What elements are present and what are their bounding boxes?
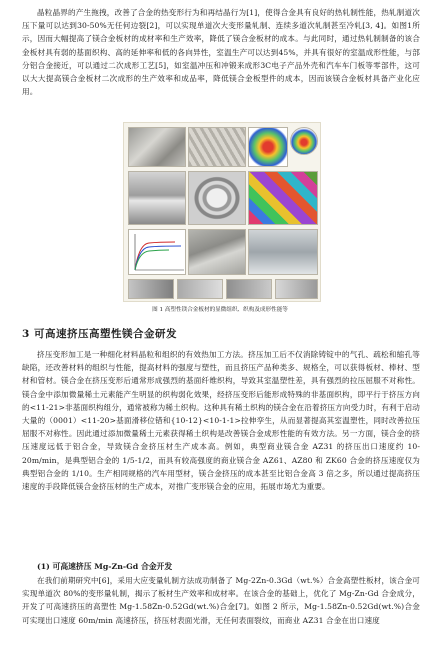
section-heading: 3 可高速挤压高塑性镁合金研发 (22, 328, 177, 340)
texture-pole-figure-small (290, 127, 318, 155)
product-photo-4 (275, 279, 318, 299)
rolled-sheet-photo (128, 171, 186, 225)
stamped-component-photo (248, 229, 318, 275)
subsection-paragraph: 在我们前期研究中[6]，采用大应变量轧制方法成功制备了 Mg-2Zn-0.3Gd（wt.%）合金高塑性板材，该合金可实现单道次 80%的变形量轧制，揭示了板材生产效率和成材率。在该合金的基础上，优化了 Mg-Zn-Gd 合金成分，开发了可高速挤压的高塑性 Mg-1.58Zn-0.52Gd(wt.%)合金[7]。如图 2 所示，Mg-1.58Zn-0.52Gd(wt.%)合金可实现出口速度 60m/min 高速挤压，挤压材表面光滑，无任何表面裂纹，而商业 AZ31 合金在出口速度 (22, 576, 420, 625)
subsection-heading: (1) 可高速挤压 Mg-Zn-Gd 合金开发 (37, 562, 173, 571)
stress-strain-plot (128, 229, 186, 275)
figure-caption: 图 1 高塑性镁合金板材的显微组织、织构及成形性能等 (152, 307, 288, 313)
stress-strain-curves (129, 230, 186, 275)
figure-1 (123, 122, 321, 302)
intro-paragraph: 晶粒晶界的产生拖拽，改善了合金的热变形行为和再结晶行为[1]，使得合金具有良好的热轧制性能，热轧制道次压下量可以达到30-50%无任何边裂[2]，可以实现单道次大变形量轧制、连续多道次轧制甚至冷轧[3, 4]。如图1所示，因而大幅提高了镁合金板材的成材率和生产效率，降低了镁合金板材的成本。与此同时，通过热轧制制备的该合金板材具有弱的基面织构、高的延伸率和低的各向异性，室温生产可以达到45%，并具有很好的室温成形性能，与部分铝合金接近，可以通过二次成形工艺[5]，如室温冲压和冲锻来成形3C电子产品外壳和汽车车门板等零部件，这可以大大提高镁合金板材二次成形的生产效率和成品率，降低镁合金板型件的成本，因而该镁合金板材具备产业化应用。 (22, 8, 420, 97)
microstructure-micrograph (128, 127, 186, 167)
ebsd-map (248, 171, 318, 225)
product-photo-3 (226, 279, 272, 299)
product-photo-1 (128, 279, 174, 299)
formed-parts-photo (188, 229, 246, 275)
texture-pole-figure (248, 127, 288, 167)
coil-photo (188, 171, 246, 225)
grain-micrograph (188, 127, 246, 167)
section-paragraph: 挤压变形加工是一种细化材料晶粒和组织的有效热加工方法。挤压加工后不仅消除铸锭中的气孔、疏松和缩孔等缺陷，还改善材料的组织与性能，提高材料的强度与塑性，而且挤压产品种类多、规格全，可以获得板材、棒材、型材和管材。镁合金在挤压变形后通常形成强烈的基面纤维织构，导致其室温塑性差，具有强烈的拉压屈服不对称性。镁合金中添加微量稀土元素能产生明显的织构弱化效果，经挤压变形后能形成特殊的非基面织构，即平行于挤压方向的<11-21>非基面织构组分，通常被称为稀土织构。这种具有稀土织构的镁合金在沿着挤压方向受力时，有利于启动大量的（0001）<11-20>基面滑移位错和{10-12}<10-1-1>拉伸孪生，从而显著提高其室温塑性，同时改善拉压屈服不对称性。因此通过添加微量稀土元素获得稀土织构是改善镁合金成形性能的有效方法。另一方面，镁合金的挤压速度远低于铝合金，导致镁合金挤压材生产成本高。例如，典型商业镁合金 AZ31 的挤压出口速度约 10-20m/min，是典型铝合金的 1/5-1/2，而具有较高强度的商业镁合金 AZ61、AZ80 和 ZK60 合金的挤压速度仅为典型铝合金的 1/10。生产相同规格的汽车用型材，镁合金挤压的成本甚至比铝合金高 3 倍之多，所以通过提高挤压速度的手段降低镁合金挤压材的生产成本，对推广变形镁合金的应用，拓展市场尤为重要。 (22, 350, 420, 492)
product-photo-2 (177, 279, 223, 299)
